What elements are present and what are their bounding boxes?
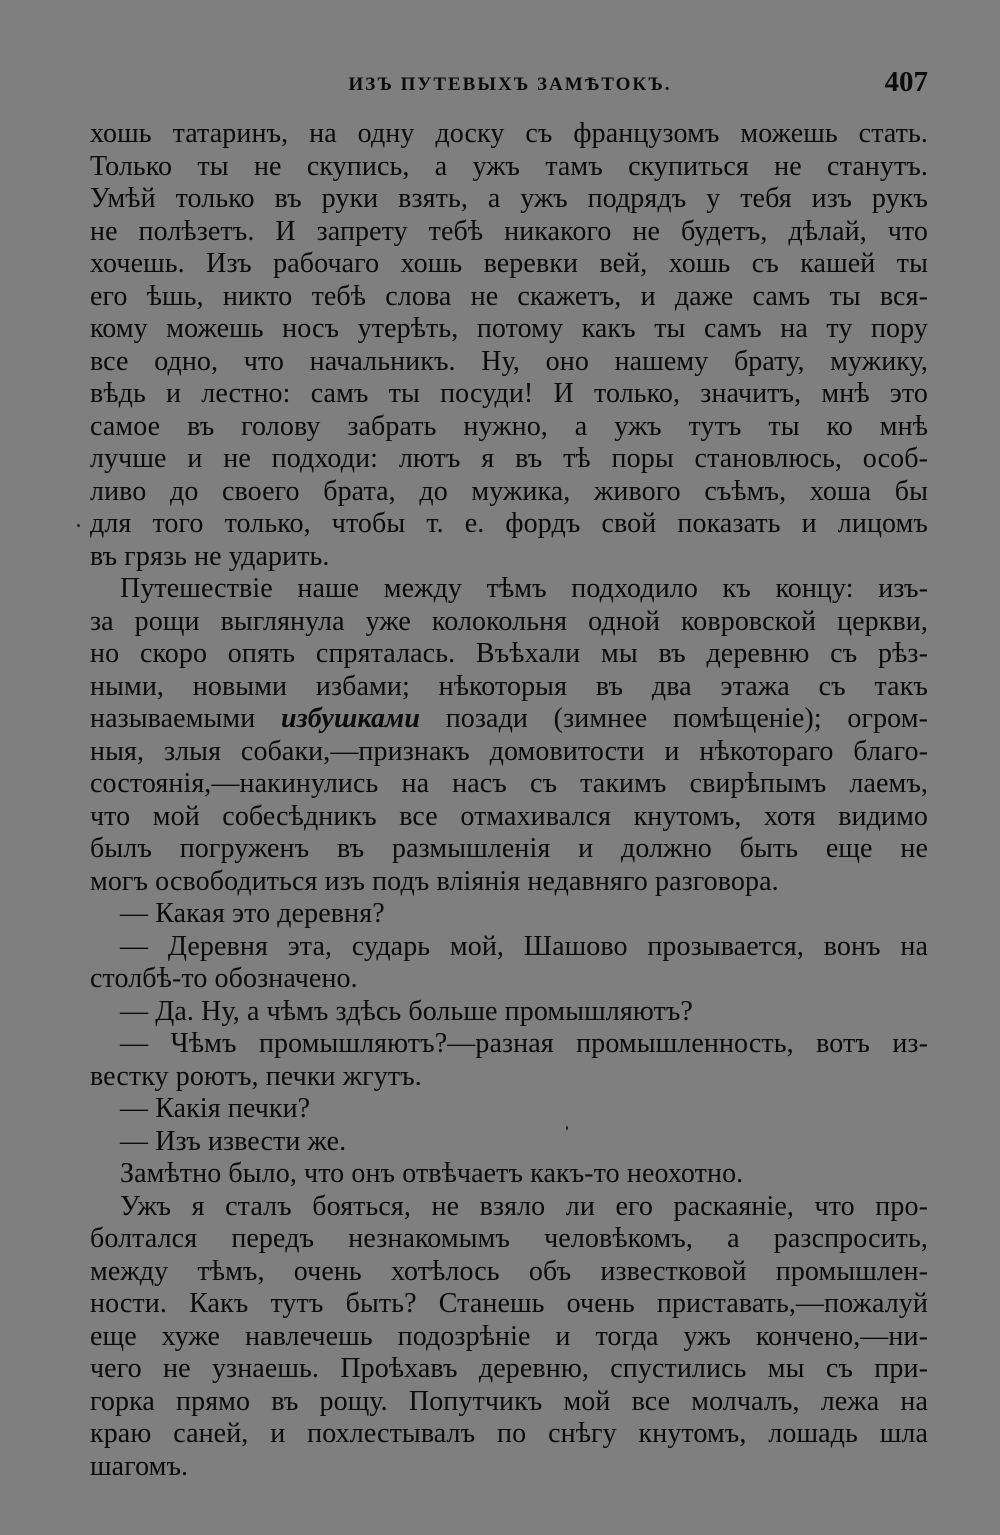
text-line: ныя, злыя собаки,—признакъ домовитости и нѣкотораго благо- [90, 735, 928, 767]
dialogue-line: — Изъ извести же. [120, 1125, 347, 1157]
running-title: ИЗЪ ПУТЕВЫХЪ ЗАМѢТОКЪ. [348, 74, 672, 95]
text-line: болтался передъ незнакомымъ человѣкомъ, а разспросить, [90, 1223, 928, 1254]
text-line: хошь татаринъ, на одну доску съ французомъ можешь стать. [90, 118, 928, 149]
text-line: Умѣй только въ руки взять, а ужъ подрядъ у тебя изъ рукъ [90, 183, 928, 214]
body-text [90, 118, 928, 1483]
text-line-with-italic [90, 703, 928, 736]
paragraph-first-line: Ужъ я сталъ бояться, не взяло ли его раскаяніе, что про- [120, 1190, 928, 1222]
page-header [90, 66, 930, 106]
text-line: краю саней, и похлестывалъ по снѣгу кнутомъ, лошадь шла [90, 1418, 928, 1449]
dialogue-line: — Какая это деревня? [120, 898, 385, 929]
italic-word: избушками [281, 703, 421, 734]
paragraph-first-line: Путешествіе наше между тѣмъ подходило къ концу: изъ- [120, 573, 928, 604]
text-line: его ѣшь, никто тебѣ слова не скажетъ, и даже самъ ты вся- [90, 280, 928, 312]
text-line: былъ погруженъ въ размышленія и должно быть еще не [90, 833, 928, 864]
print-speck [77, 524, 80, 527]
text-line: не полѣзетъ. И запрету тебѣ никакого не будетъ, дѣлай, что [90, 215, 928, 247]
dialogue-line: — Чѣмъ промышляютъ?—разная промышленность, вотъ из- [120, 1028, 928, 1059]
text-line: ности. Какъ тутъ быть? Станешь очень приставать,—пожалуй [90, 1288, 928, 1319]
text-line: въ грязь не ударить. [90, 540, 330, 572]
text-line: столбѣ-то обозначено. [90, 963, 358, 994]
dialogue-line: — Деревня эта, сударь мой, Шашово прозывается, вонъ на [120, 930, 928, 962]
text-line: могъ освободиться изъ подъ вліянія недавняго разговора. [90, 865, 779, 897]
text-fragment: называемыми [90, 703, 282, 734]
paragraph-first-line: Замѣтно было, что онъ отвѣчаетъ какъ-то неохотно. [120, 1158, 744, 1189]
text-line: что мой собесѣдникъ все отмахивался кнутомъ, хотя видимо [90, 800, 928, 832]
dialogue-line: — Да. Ну, а чѣмъ здѣсь больше промышляютъ? [120, 995, 693, 1027]
text-fragment: позади (зимнее помѣщеніе); огром- [420, 703, 928, 734]
text-line: шагомъ. [90, 1450, 189, 1482]
page-number: 407 [884, 66, 928, 98]
text-line: но скоро опять спряталась. Въѣхали мы въ деревню съ рѣз- [90, 638, 928, 669]
text-line: лучше и не подходи: лютъ я въ тѣ поры становлюсь, особ- [90, 443, 928, 474]
text-line: за рощи выглянула уже колокольня одной ковровской церкви, [90, 605, 928, 637]
text-line: ными, новыми избами; нѣкоторыя въ два этажа съ такъ [90, 670, 928, 702]
text-line: вестку роютъ, печки жгутъ. [90, 1060, 422, 1092]
text-line: еще хуже навлечешь подозрѣніе и тогда ужъ кончено,—ни- [90, 1320, 928, 1352]
text-line: кому можешь носъ утерѣть, потому какъ ты самъ на ту пору [90, 313, 928, 344]
text-line: для того только, чтобы т. е. фордъ свой показать и лицомъ [90, 508, 928, 539]
print-speck [566, 1126, 568, 1130]
text-line: между тѣмъ, очень хотѣлось объ известковой промышлен- [90, 1255, 928, 1287]
text-line: горка прямо въ рощу. Попутчикъ мой все молчалъ, лежа на [90, 1385, 928, 1417]
text-line: ливо до своего брата, до мужика, живого съѣмъ, хоша бы [90, 475, 928, 507]
text-line: состоянія,—накинулись на насъ съ такимъ свирѣпымъ лаемъ, [90, 768, 928, 799]
text-line: самое въ голову забрать нужно, а ужъ тутъ ты ко мнѣ [90, 410, 928, 442]
dialogue-line: — Какія печки? [120, 1093, 311, 1124]
text-line: вѣдь и лестно: самъ ты посуди! И только, значитъ, мнѣ это [90, 378, 928, 409]
text-line: все одно, что начальникъ. Ну, оно нашему брату, мужику, [90, 345, 928, 377]
text-line: чего не узнаешь. Проѣхавъ деревню, спустились мы съ при- [90, 1353, 928, 1384]
text-line: Только ты не скупись, а ужъ тамъ скупиться не станутъ. [90, 150, 928, 182]
text-line: хочешь. Изъ рабочаго хошь веревки вей, хошь съ кашей ты [90, 248, 928, 279]
